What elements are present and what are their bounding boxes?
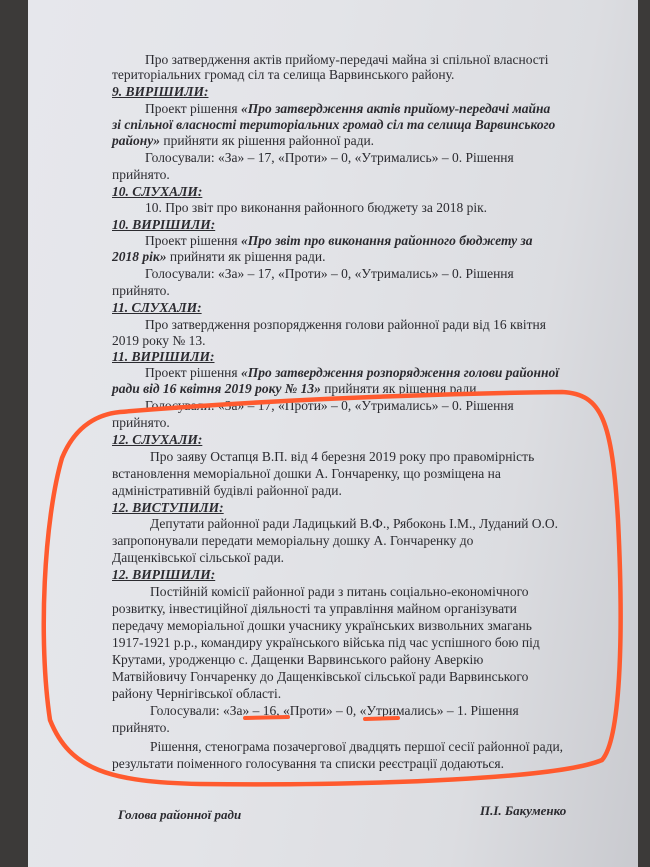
s9-subject-line-1: Про затвердження актів прийому-передачі майна зі спільної власності <box>145 52 549 67</box>
s12-decision-line-3: передачу меморіальної дошки учаснику українських визвольних змагань <box>112 618 532 633</box>
s10-decision-pre: Проект рішення <box>145 233 241 248</box>
s12-decision-line-6: Матвійовичу Гончаренку до Дащенківської сільської ради Варвинського <box>112 669 529 684</box>
s9-vote-line-2: прийнято. <box>112 167 170 182</box>
closing-line-2: результати поіменного голосування та списки реєстрації додаються. <box>112 756 504 771</box>
s12-decision-line-5: Крутами, уродженцю с. Дащенки Варвинського району Аверкію <box>112 652 484 667</box>
hand-drawn-highlight-oval <box>44 392 621 784</box>
s12-vote-line-1: Голосували: «За» – 16, «Проти» – 0, «Утримались» – 1. Рішення <box>150 703 519 718</box>
s12-decided-heading: 12. ВИРІШИЛИ: <box>112 567 216 582</box>
closing-line-1: Рішення, стенограма позачергової двадцять першої сесії районної ради, <box>150 739 564 754</box>
s10-subject: 10. Про звіт про виконання районного бюджету за 2018 рік. <box>145 200 488 215</box>
underline-proty <box>365 718 398 719</box>
s12-spoke-line-2: запропонували передати меморіальну дошку А. Гончаренку до <box>112 533 474 548</box>
underline-za <box>245 717 288 718</box>
signatory-title: Голова районної ради <box>118 807 242 822</box>
s9-decision-post: прийняти як рішення районної ради. <box>160 133 375 148</box>
s12-decision-line-4: 1917-1921 р.р., командиру українського війська під час успішного бою під <box>112 635 540 650</box>
s12-decision-line-1: Постійній комісії районної ради з питань соціально-економічного <box>150 584 529 599</box>
s12-spoke-line-3: Дащенківської сільської ради. <box>112 550 285 565</box>
s11-decision-title-2: ради від 16 квітня 2019 року № 13» <box>112 381 321 396</box>
s9-decision-title-3: району» <box>112 133 160 148</box>
s12-subject-line-3: адміністративній будівлі районної ради. <box>112 483 342 498</box>
s11-vote-line-2: прийнято. <box>112 415 170 430</box>
s11-heard-heading: 11. СЛУХАЛИ: <box>112 300 202 315</box>
s11-subject-line-1: Про затвердження розпорядження голови районної ради від 16 квітня <box>145 317 546 332</box>
s9-vote-line-1: Голосували: «За» – 17, «Проти» – 0, «Утримались» – 0. Рішення <box>145 150 514 165</box>
s12-decision-line-2: розвитку, інвестиційної діяльності та управління майном організувати <box>112 601 517 616</box>
s9-decision-line-2: зі спільної власності територіальних громад сіл та селища Варвинського <box>112 117 556 132</box>
s10-vote-line-2: прийнято. <box>112 283 170 298</box>
s12-vote-line-2: прийнято. <box>112 720 170 735</box>
s10-decision-title-2: 2018 рік» <box>112 249 167 264</box>
s11-decision-pre: Проект рішення <box>145 365 241 380</box>
s12-spoke-line-1: Депутати районної ради Ладицький В.Ф., Рябоконь І.М., Луданий О.О. <box>150 516 559 531</box>
s11-decided-heading: 11. ВИРІШИЛИ: <box>112 349 215 364</box>
s9-decision-pre: Проект рішення <box>145 101 241 116</box>
s9-decided-heading: 9. ВИРІШИЛИ: <box>112 84 209 99</box>
s11-decision-title-1: «Про затвердження розпорядження голови районної <box>240 365 560 380</box>
s12-spoke-heading: 12. ВИСТУПИЛИ: <box>112 500 224 515</box>
s10-decision-title-1: «Про звіт про виконання районного бюджету за <box>240 233 533 248</box>
s11-vote-line-1: Голосували: «За» – 17, «Проти» – 0, «Утримались» – 0. Рішення <box>145 398 514 413</box>
s10-decided-heading: 10. ВИРІШИЛИ: <box>112 217 216 232</box>
s9-decision-title-1: «Про затвердження актів прийому-передачі майна <box>240 101 551 116</box>
s11-subject-line-2: 2019 року № 13. <box>112 333 206 348</box>
s10-decision-post: прийняти як рішення ради. <box>166 249 326 264</box>
signatory-name: П.І. Бакуменко <box>480 803 567 818</box>
s12-heard-heading: 12. СЛУХАЛИ: <box>112 432 203 447</box>
s12-subject-line-1: Про заяву Остапця В.П. від 4 березня 2019 року про правомірність <box>150 449 535 464</box>
s12-decision-line-7: району Чернігівської області. <box>112 686 282 701</box>
s9-subject-line-2: територіальних громад сіл та селища Варвинського району. <box>112 67 455 82</box>
s11-decision-post: прийняти як рішення ради. <box>320 381 480 396</box>
s12-subject-line-2: встановлення меморіальної дошки А. Гончаренку, що розміщена на <box>112 466 501 481</box>
s10-heard-heading: 10. СЛУХАЛИ: <box>112 184 203 199</box>
s10-vote-line-1: Голосували: «За» – 17, «Проти» – 0, «Утримались» – 0. Рішення <box>145 266 514 281</box>
